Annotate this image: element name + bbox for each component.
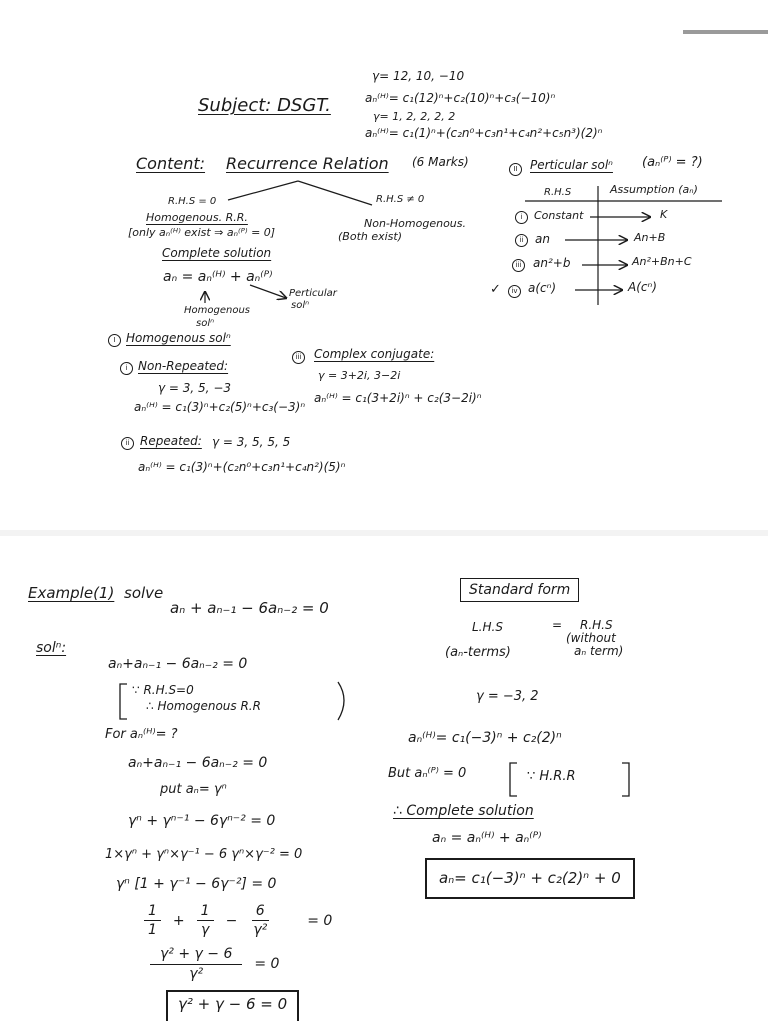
fraction-step — [142, 946, 283, 982]
bracket-right — [622, 763, 629, 796]
lhs-note: (aₙ-terms) — [445, 645, 511, 660]
lhs-label: L.H.S — [472, 620, 503, 634]
table-cell-rhs: Constant — [534, 209, 584, 222]
content-title: Recurrence Relation — [226, 154, 389, 173]
table-cell-rhs: an²+b — [533, 256, 571, 270]
homogenous-sol-label: Homogenous — [184, 305, 251, 316]
equals-sign: = — [552, 618, 563, 632]
denominator: γ — [200, 922, 210, 939]
content-label: Content: — [136, 154, 206, 173]
item-marker: i — [120, 362, 133, 375]
table-cell-assumption: An+B — [634, 231, 666, 244]
roots: γ = −3, 2 — [476, 689, 539, 704]
rhs-note: (without — [566, 631, 616, 645]
homogenous-section-title: Homogenous solⁿ — [126, 331, 231, 345]
row-marker: iii — [512, 259, 525, 272]
homogenous-solution: aₙ⁽ᴴ⁾= c₁(−3)ⁿ + c₂(2)ⁿ — [408, 730, 562, 746]
fraction-step — [136, 903, 336, 938]
particular-section-title: Perticular solⁿ — [530, 158, 613, 172]
denominator: γ² — [189, 966, 204, 983]
step-equation: aₙ+aₙ₋₁ − 6aₙ₋₂ = 0 — [108, 656, 248, 672]
particular-section-suffix: (aₙ⁽ᴾ⁾ = ?) — [642, 155, 703, 170]
check-mark-icon: ✓ — [490, 282, 501, 297]
item-marker: iii — [292, 351, 305, 364]
table-header-assumption: Assumption (aₙ) — [610, 183, 698, 196]
table-cell-assumption: K — [660, 208, 668, 221]
roots: γ = 3, 5, 5, 5 — [212, 435, 291, 449]
rhs-nonzero: R.H.S ≠ 0 — [376, 194, 425, 205]
example-label: Example(1) — [28, 584, 115, 602]
roots: γ= 1, 2, 2, 2, 2 — [373, 110, 456, 123]
particular-sol-label: solⁿ — [291, 300, 310, 311]
bracket-note: ∵ R.H.S=0 — [132, 683, 194, 697]
fraction-term — [249, 903, 271, 938]
equation: aₙ⁽ᴴ⁾ = c₁(3)ⁿ+(c₂n⁰+c₃n¹+c₄n²)(5)ⁿ — [138, 460, 346, 474]
equation-rhs: = 0 — [307, 912, 333, 929]
homogenous-note: [only aₙ⁽ᴴ⁾ exist ⇒ aₙ⁽ᴾ⁾ = 0] — [128, 226, 276, 239]
homogenous-sol-label: solⁿ — [196, 318, 215, 329]
step-equation: γⁿ + γⁿ⁻¹ − 6γⁿ⁻² = 0 — [128, 813, 276, 829]
table-cell-assumption: An²+Bn+C — [632, 255, 692, 268]
complete-solution-heading: Complete solution — [162, 246, 272, 260]
fraction-term — [150, 946, 242, 982]
substitution: put aₙ= γⁿ — [160, 782, 227, 797]
scan-edge-mark — [683, 30, 768, 34]
rhs-label: R.H.S — [580, 618, 613, 632]
tree-branch-left — [228, 181, 298, 200]
row-marker: i — [515, 211, 528, 224]
complete-solution-equation: aₙ = aₙ⁽ᴴ⁾ + aₙ⁽ᴾ⁾ — [163, 269, 273, 285]
standard-form-box: Standard form — [460, 578, 579, 602]
page-divider — [0, 530, 768, 536]
table-cell-rhs: an — [535, 232, 550, 246]
operator: + — [172, 912, 185, 929]
operator: − — [225, 912, 238, 929]
non-repeated-title: Non-Repeated: — [138, 359, 229, 373]
fraction-term — [144, 903, 161, 938]
particular-zero: But aₙ⁽ᴾ⁾ = 0 — [388, 766, 467, 781]
final-answer-box: aₙ= c₁(−3)ⁿ + c₂(2)ⁿ + 0 — [425, 858, 635, 899]
marks-note: (6 Marks) — [412, 155, 469, 169]
item-marker: ii — [121, 437, 134, 450]
table-header-rhs: R.H.S — [544, 187, 572, 198]
numerator: 1 — [144, 903, 161, 921]
numerator: 1 — [197, 903, 214, 921]
equation-rhs: = 0 — [254, 956, 280, 973]
particular-zero-reason: ∵ H.R.R — [527, 769, 576, 784]
rhs-note: aₙ term) — [574, 644, 624, 658]
step-equation: aₙ+aₙ₋₁ − 6aₙ₋₂ = 0 — [128, 755, 268, 771]
tree-branch-right — [298, 181, 372, 205]
denominator: γ² — [253, 922, 268, 939]
numerator: 6 — [252, 903, 269, 921]
equation: aₙ⁽ᴴ⁾= c₁(1)ⁿ+(c₂n⁰+c₃n¹+c₄n²+c₅n³)(2)ⁿ — [365, 126, 603, 140]
repeated-title: Repeated: — [140, 434, 202, 448]
step-equation: 1×γⁿ + γⁿ×γ⁻¹ − 6 γⁿ×γ⁻² = 0 — [105, 847, 303, 862]
roots: γ = 3, 5, −3 — [158, 381, 232, 395]
equation: aₙ⁽ᴴ⁾ = c₁(3)ⁿ+c₂(5)ⁿ+c₃(−3)ⁿ — [134, 400, 306, 414]
numerator: γ² + γ − 6 — [150, 946, 242, 965]
fraction-term — [197, 903, 214, 938]
complete-solution-equation: aₙ = aₙ⁽ᴴ⁾ + aₙ⁽ᴾ⁾ — [432, 830, 542, 846]
subject-title: Subject: DSGT. — [198, 95, 331, 116]
row-marker: ii — [515, 234, 528, 247]
roots-header: γ= 12, 10, −10 — [372, 69, 465, 83]
rhs-zero: R.H.S = 0 — [168, 196, 217, 207]
roots: γ = 3+2i, 3−2i — [318, 369, 401, 382]
denominator: 1 — [148, 922, 157, 939]
table-cell-assumption: A(cⁿ) — [628, 280, 657, 294]
complete-solution-heading: ∴ Complete solution — [393, 803, 534, 819]
equation: aₙ⁽ᴴ⁾= c₁(12)ⁿ+c₂(10)ⁿ+c₃(−10)ⁿ — [365, 91, 556, 105]
complex-conjugate-title: Complex conjugate: — [314, 347, 435, 361]
section-marker: II — [509, 163, 522, 176]
non-homogenous-note: (Both exist) — [338, 230, 403, 243]
homogenous-rr: Homogenous. R.R. — [146, 211, 248, 224]
section-marker: I — [108, 334, 121, 347]
non-homogenous: Non-Homogenous. — [364, 217, 466, 230]
solution-label: solⁿ: — [36, 640, 67, 656]
table-cell-rhs: a(cⁿ) — [528, 281, 557, 295]
example-equation: aₙ + aₙ₋₁ − 6aₙ₋₂ = 0 — [170, 599, 329, 617]
bracket-right — [338, 682, 344, 720]
step-equation: γⁿ [1 + γ⁻¹ − 6γ⁻²] = 0 — [116, 876, 277, 892]
step-heading: For aₙ⁽ᴴ⁾= ? — [105, 727, 178, 742]
equation: aₙ⁽ᴴ⁾ = c₁(3+2i)ⁿ + c₂(3−2i)ⁿ — [314, 391, 482, 405]
characteristic-equation-box: γ² + γ − 6 = 0 — [166, 990, 299, 1021]
bracket-left — [510, 763, 517, 796]
row-marker: iv — [508, 285, 521, 298]
particular-arrow — [250, 285, 286, 298]
bracket-left — [120, 684, 127, 719]
particular-sol-label: Perticular — [289, 288, 337, 299]
bracket-note: ∴ Homogenous R.R — [146, 699, 261, 713]
example-verb: solve — [124, 584, 164, 602]
